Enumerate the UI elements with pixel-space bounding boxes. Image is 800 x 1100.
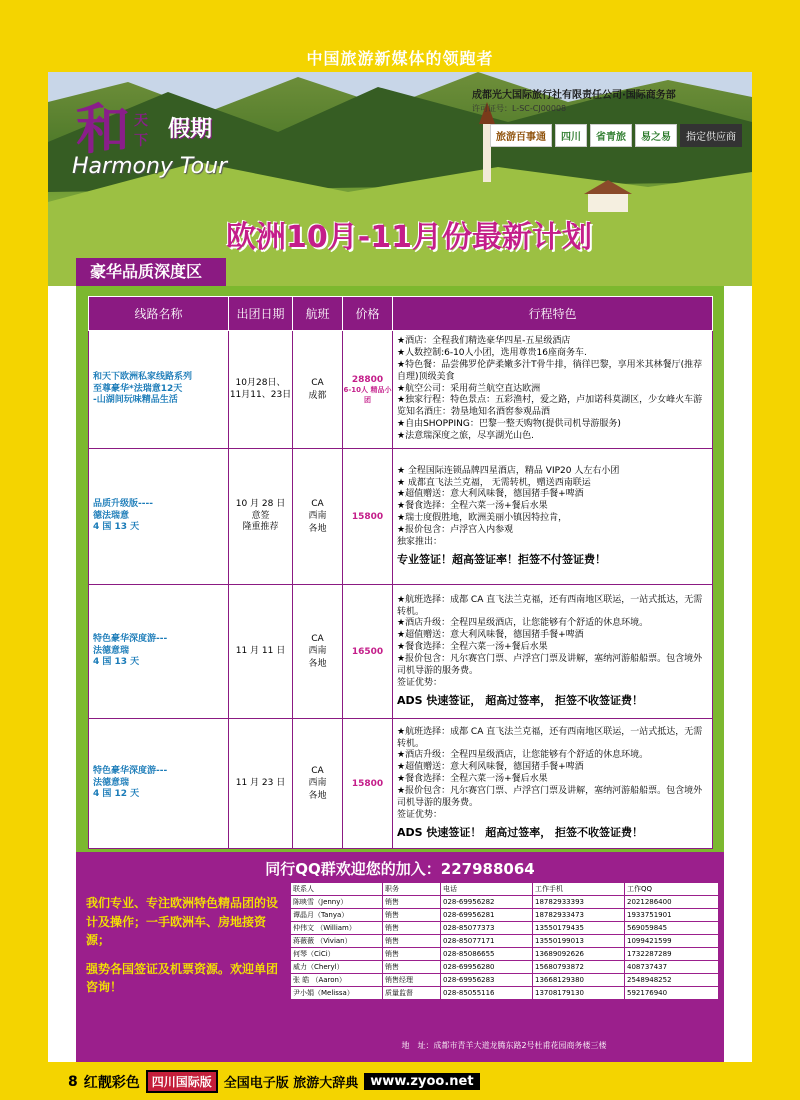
page bbox=[48, 72, 752, 1062]
route-flight-cell bbox=[293, 449, 343, 585]
staff-cell: 销售 bbox=[383, 909, 441, 922]
cell-line: 各地 bbox=[308, 658, 327, 669]
route-price-cell bbox=[343, 585, 393, 719]
staff-row bbox=[291, 922, 719, 935]
staff-cell: 028-69956281 bbox=[441, 909, 533, 922]
cell-line: 成都 bbox=[308, 390, 327, 401]
staff-cell: 仲伟文 （William） bbox=[291, 922, 383, 935]
staff-cell: 张 皓 （Aaron） bbox=[291, 974, 383, 987]
staff-header: 工作QQ bbox=[625, 883, 719, 896]
cell-line: ★ 成都直飞法兰克福， 无需转机，赠送西南联运 bbox=[397, 477, 591, 488]
footer-brand: 红靓彩色 bbox=[83, 1074, 140, 1091]
staff-cell: 028-69956280 bbox=[441, 961, 533, 974]
cell-line: ★酒店升级：全程四星级酒店，让您能够有个舒适的休息环境。 bbox=[397, 750, 649, 761]
route-date-cell bbox=[229, 331, 293, 449]
top-title: 中国旅游新媒体的领跑者 bbox=[306, 49, 494, 68]
routes-table bbox=[88, 296, 713, 849]
cell-line: CA bbox=[311, 377, 324, 388]
table-row bbox=[89, 719, 713, 849]
header-route-name: 线路名称 bbox=[89, 297, 229, 331]
qq-group-line: 同行QQ群欢迎您的加入：227988064 bbox=[265, 860, 535, 878]
cell-line: ★报价包含：凡尔赛宫门票、卢浮宫门票及讲解，塞纳河游船船票。包含境外司机导游的服务费。 bbox=[397, 786, 703, 808]
staff-cell: 028-85055116 bbox=[441, 987, 533, 1000]
staff-cell: 陈映雪（Jenny） bbox=[291, 896, 383, 909]
staff-header-row bbox=[291, 883, 719, 896]
staff-row bbox=[291, 896, 719, 909]
cell-line: 特色豪华深度游--- bbox=[93, 765, 168, 776]
staff-cell: 13689092626 bbox=[533, 948, 625, 961]
visa-highlight: 专业签证！超高签证率！拒签不付签证费！ bbox=[397, 552, 606, 566]
slogan bbox=[86, 894, 286, 1007]
staff-cell: 1732287289 bbox=[625, 948, 719, 961]
staff-row bbox=[291, 948, 719, 961]
visa-highlight: ADS 快速签证， 超高过签率， 拒签不收签证费！ bbox=[397, 693, 644, 707]
route-name-cell bbox=[89, 449, 229, 585]
cell-line: 签证优势： bbox=[397, 677, 443, 688]
cell-line: 德法瑞意 bbox=[93, 510, 130, 521]
cell-line: ★航班选择：成都 CA 直飞法兰克福，还有西南地区联运，一站式抵达，无需转机。 bbox=[397, 594, 703, 617]
cell-line: 至尊豪华*法瑞意12天 bbox=[93, 383, 183, 394]
cell-line: 特色豪华深度游--- bbox=[93, 633, 168, 644]
route-features-cell bbox=[393, 585, 713, 719]
cell-line: CA bbox=[311, 765, 324, 776]
cell-line: ★法意瑞深度之旅，尽享湖光山色. bbox=[397, 431, 534, 442]
cell-line: 4 国 12 天 bbox=[93, 789, 140, 800]
partner-logo: 四川 bbox=[555, 124, 587, 147]
route-name-cell bbox=[89, 585, 229, 719]
staff-cell: 销售经理 bbox=[383, 974, 441, 987]
staff-cell: 2021286400 bbox=[625, 896, 719, 909]
logo-jiaqi: 假期 bbox=[168, 117, 213, 142]
cell-line: 品质升级版---- bbox=[93, 498, 153, 509]
cell-line: ★自由SHOPPING：巴黎一整天购物(提供司机导游服务) bbox=[397, 419, 621, 430]
staff-header: 联系人 bbox=[291, 883, 383, 896]
staff-header: 职务 bbox=[383, 883, 441, 896]
company-info bbox=[452, 86, 742, 114]
hero-banner bbox=[48, 72, 752, 286]
cell-line: ★超值赠送：意大利风味餐，德国猪手餐+啤酒 bbox=[397, 762, 584, 773]
cell-line: ★人数控制:6-10人小团，选用尊贵16座商务车. bbox=[397, 347, 587, 358]
cell-line: 和天下欧洲私家线路系列 bbox=[93, 371, 193, 382]
route-price-cell bbox=[343, 719, 393, 849]
staff-cell: 569059845 bbox=[625, 922, 719, 935]
table-header-row bbox=[89, 297, 713, 331]
cell-line: CA bbox=[311, 498, 324, 509]
cell-line: 签证优势： bbox=[397, 809, 443, 820]
staff-cell: 销售 bbox=[383, 922, 441, 935]
headline: 欧洲10月-11月份最新计划 bbox=[226, 220, 592, 255]
cell-line: 4 国 13 天 bbox=[93, 657, 140, 668]
cell-line: ★航空公司：采用荷兰航空直达欧洲 bbox=[397, 383, 541, 394]
staff-cell: 13550179435 bbox=[533, 922, 625, 935]
contact-panel bbox=[76, 852, 724, 1062]
cell-line: ★餐食选择：全程六菜一汤+餐后水果 bbox=[397, 774, 548, 785]
section-tab: 豪华品质深度区 bbox=[76, 258, 226, 286]
logo-he-glyph: 和 bbox=[76, 97, 130, 161]
footer-text: 全国电子版 旅游大辞典 bbox=[223, 1076, 359, 1091]
cell-line: 西南 bbox=[308, 646, 327, 657]
cell-line: ★报价包含：凡尔赛宫门票、卢浮宫门票及讲解，塞纳河游船船票。包含境外司机导游的服务费。 bbox=[397, 654, 703, 676]
cell-line: ★独家行程：特色景点：五彩渔村，爱之路，卢加诺科莫湖区，少女峰火车游览知名酒庄：勃垦地知名酒窖参观品酒 bbox=[397, 395, 703, 418]
staff-cell: 028-85077373 bbox=[441, 922, 533, 935]
staff-cell: 13668129380 bbox=[533, 974, 625, 987]
cell-line: 西南 bbox=[308, 511, 327, 522]
staff-cell: 18782933393 bbox=[533, 896, 625, 909]
slogan-line: 我们专业、专注欧洲特色精品团的设计及操作；一手欧洲车、房地接资源； bbox=[86, 896, 279, 948]
staff-cell: 18782933473 bbox=[533, 909, 625, 922]
price-note: 6-10人 精品小团 bbox=[343, 385, 392, 404]
staff-cell: 028-85086655 bbox=[441, 948, 533, 961]
staff-row bbox=[291, 935, 719, 948]
staff-cell: 尹小娟（Melissa） bbox=[291, 987, 383, 1000]
staff-cell: 15680793872 bbox=[533, 961, 625, 974]
logo-english: Harmony Tour bbox=[72, 154, 228, 179]
cell-line: 各地 bbox=[308, 523, 327, 534]
route-flight-cell bbox=[293, 585, 343, 719]
staff-cell: 威力（Cheryl） bbox=[291, 961, 383, 974]
partner-logo: 省青旅 bbox=[590, 124, 632, 147]
staff-cell: 销售 bbox=[383, 896, 441, 909]
cell-line: 10 月 28 日 bbox=[235, 498, 286, 509]
cell-line: CA bbox=[311, 633, 324, 644]
cell-line: ★ 全程国际连锁品牌四星酒店，精品 VIP20 人左右小团 bbox=[397, 465, 620, 476]
route-flight-cell bbox=[293, 331, 343, 449]
cell-line: 10月28日、 bbox=[235, 377, 286, 388]
staff-cell: 销售 bbox=[383, 948, 441, 961]
logo-tianxia: 天下 bbox=[134, 113, 148, 149]
staff-cell: 1099421599 bbox=[625, 935, 719, 948]
partner-logo: 旅游百事通 bbox=[490, 124, 552, 147]
route-name-cell bbox=[89, 719, 229, 849]
route-price-cell bbox=[343, 449, 393, 585]
cell-line: ★超值赠送：意大利风味餐，德国猪手餐+啤酒 bbox=[397, 489, 584, 500]
partner-logos bbox=[490, 124, 742, 147]
staff-table bbox=[290, 882, 719, 1000]
staff-row bbox=[291, 987, 719, 1000]
staff-cell: 13550199013 bbox=[533, 935, 625, 948]
cell-line: 11 月 11 日 bbox=[235, 645, 286, 656]
price-value: 15800 bbox=[351, 511, 384, 522]
cell-line: ★特色餐：品尝佛罗伦萨柔嫩多汁T骨牛排，徜徉巴黎，享用米其林餐厅(推荐自理)顶级美食 bbox=[397, 359, 703, 382]
staff-cell: 销售 bbox=[383, 961, 441, 974]
staff-header: 电话 bbox=[441, 883, 533, 896]
cell-line: ★航班选择：成都 CA 直飞法兰克福，还有西南地区联运，一站式抵达，无需转机。 bbox=[397, 726, 703, 749]
staff-row bbox=[291, 909, 719, 922]
cell-line: 4 国 13 天 bbox=[93, 522, 140, 533]
staff-cell: 销售 bbox=[383, 935, 441, 948]
route-features-cell bbox=[393, 331, 713, 449]
route-features-cell bbox=[393, 719, 713, 849]
staff-cell: 028-69956283 bbox=[441, 974, 533, 987]
table-row bbox=[89, 449, 713, 585]
route-date-cell bbox=[229, 585, 293, 719]
staff-cell: 谭晶月（Tanya） bbox=[291, 909, 383, 922]
route-flight-cell bbox=[293, 719, 343, 849]
price-value: 16500 bbox=[351, 646, 384, 657]
cell-line: 隆重推荐 bbox=[242, 522, 279, 533]
slogan-line: 强势各国签证及机票资源。欢迎单团咨询！ bbox=[86, 961, 279, 995]
cell-line: 西南 bbox=[308, 778, 327, 789]
staff-cell: 408737437 bbox=[625, 961, 719, 974]
address: 地 址：成都市青羊大道龙腾东路2号杜甫花园商务楼三楼 bbox=[401, 1041, 607, 1050]
cell-line: 11 月 23 日 bbox=[235, 777, 286, 788]
table-row bbox=[89, 585, 713, 719]
cell-line: ★报价包含：卢浮宫入内参观 bbox=[397, 525, 514, 536]
staff-row bbox=[291, 961, 719, 974]
price-value: 28800 bbox=[351, 374, 384, 385]
staff-header: 工作手机 bbox=[533, 883, 625, 896]
partner-logo: 易之易 bbox=[635, 124, 677, 147]
staff-row bbox=[291, 974, 719, 987]
edition-tag: 四川国际版 bbox=[146, 1070, 218, 1093]
cell-line: 意签 bbox=[251, 510, 270, 521]
staff-cell: 蒋薇薇 （Vivian） bbox=[291, 935, 383, 948]
cell-line: 法德意瑞 bbox=[93, 645, 130, 656]
license-number: 许可证号：L-SC-CJ00008 bbox=[472, 104, 567, 113]
cell-line: ★超值赠送：意大利风味餐，德国猪手餐+啤酒 bbox=[397, 630, 584, 641]
route-price-cell bbox=[343, 331, 393, 449]
cell-line: ★餐食选择：全程六菜一汤+餐后水果 bbox=[397, 501, 548, 512]
harmony-tour-logo bbox=[72, 97, 228, 179]
cell-line: 11月11、23日 bbox=[229, 389, 292, 400]
footer-url[interactable]: www.zyoo.net bbox=[364, 1073, 479, 1090]
route-date-cell bbox=[229, 719, 293, 849]
cell-line: 法德意瑞 bbox=[93, 777, 130, 788]
page-number: 8 bbox=[68, 1073, 78, 1090]
route-name-cell bbox=[89, 331, 229, 449]
header-flight: 航班 bbox=[293, 297, 343, 331]
header-date: 出团日期 bbox=[229, 297, 293, 331]
cell-line: ★酒店升级：全程四星级酒店，让您能够有个舒适的休息环境。 bbox=[397, 618, 649, 629]
visa-highlight: ADS 快速签证！ 超高过签率， 拒签不收签证费！ bbox=[397, 825, 644, 839]
staff-cell: 质量监督 bbox=[383, 987, 441, 1000]
cell-line: ★酒店：全程我们精选豪华四星-五星级酒店 bbox=[397, 336, 571, 347]
staff-cell: 028-69956282 bbox=[441, 896, 533, 909]
staff-cell: 何琴（CiCi） bbox=[291, 948, 383, 961]
staff-cell: 028-85077171 bbox=[441, 935, 533, 948]
route-date-cell bbox=[229, 449, 293, 585]
cell-line: -山湖间玩味精品生活 bbox=[93, 395, 178, 406]
staff-cell: 592176940 bbox=[625, 987, 719, 1000]
cell-line: 独家推出： bbox=[397, 536, 443, 547]
cell-line: 各地 bbox=[308, 790, 327, 801]
staff-cell: 13708179130 bbox=[533, 987, 625, 1000]
table-row bbox=[89, 331, 713, 449]
cell-line: ★餐食选择：全程六菜一汤+餐后水果 bbox=[397, 642, 548, 653]
footer bbox=[68, 1070, 480, 1093]
staff-cell: 1933751901 bbox=[625, 909, 719, 922]
supplier-badge: 指定供应商 bbox=[680, 124, 742, 147]
routes-panel bbox=[76, 286, 724, 852]
company-name: 成都光大国际旅行社有限责任公司·国际商务部 bbox=[472, 90, 676, 101]
price-value: 15800 bbox=[351, 778, 384, 789]
cell-line: ★瑞士度假胜地，欧洲美丽小镇因特拉肯， bbox=[397, 513, 568, 524]
header-features: 行程特色 bbox=[393, 297, 713, 331]
staff-cell: 2548948252 bbox=[625, 974, 719, 987]
route-features-cell bbox=[393, 449, 713, 585]
header-price: 价格 bbox=[343, 297, 393, 331]
